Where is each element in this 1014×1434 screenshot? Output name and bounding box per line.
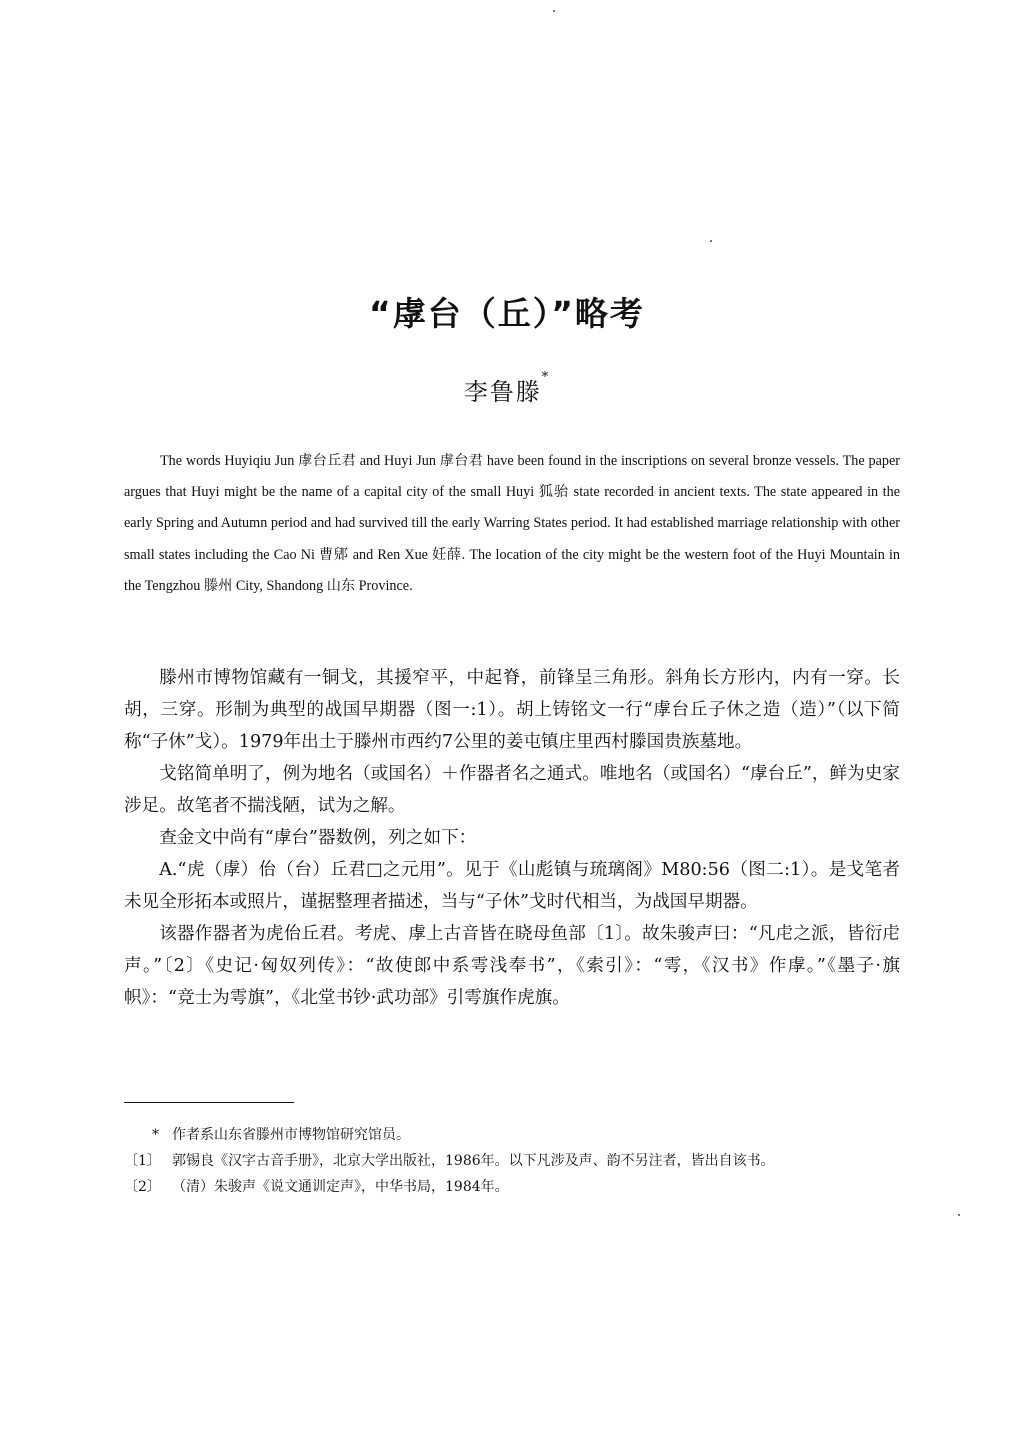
- footnote-divider: [124, 1102, 294, 1103]
- footnote-text: （清）朱骏声《说文通训定声》，中华书局，1984年。: [172, 1179, 509, 1195]
- body-paragraph: 该器作器者为虎佁丘君。考虎、虖上古音皆在晓母鱼部〔1〕。故朱骏声曰：“凡虍之派，皆衍虍声。”〔2〕《史记·匈奴列传》：“故使郎中系雩浅奉书”，《索引》：“雩，《汉书》作虖。”《墨子·旗帜》：“竞士为雩旗”，《北堂书钞·武功部》引雩旗作虎旗。: [124, 924, 900, 1008]
- footnote: [124, 1122, 900, 1148]
- author-note-mark: *: [541, 370, 551, 385]
- author-name: 李鲁滕: [463, 378, 542, 406]
- footnote-mark: 〔2〕: [124, 1179, 161, 1195]
- scan-speck: [958, 1214, 960, 1216]
- body-paragraph: 查金文中尚有“虖台”器数例，列之如下：: [159, 828, 477, 848]
- scan-speck: [553, 10, 555, 12]
- article-body: [124, 662, 900, 1014]
- body-paragraph: 滕州市博物馆藏有一铜戈，其援窄平，中起脊，前锋呈三角形。斜角长方形内，内有一穿。长胡，三穿。形制为典型的战国早期器（图一:1）。胡上铸铭文一行“虖台丘子休之造（造）”（以下简称“子休”戈）。1979年出土于滕州市西约7公里的姜屯镇庄里西村滕国贵族墓地。: [124, 668, 900, 752]
- body-paragraph: 戈铭简单明了，例为地名（或国名）＋作器者名之通式。唯地名（或国名）“虖台丘”，鲜为史家涉足。故笔者不揣浅陋，试为之解。: [124, 764, 900, 816]
- footnote-mark: 〔1〕: [124, 1153, 161, 1169]
- author: [0, 372, 1014, 407]
- footnote-text: 作者系山东省滕州市博物馆研究馆员。: [172, 1127, 410, 1143]
- footnote: [124, 1148, 900, 1174]
- footnote-text: 郭锡良《汉字古音手册》，北京大学出版社，1986年。以下凡涉及声、韵不另注者，皆出自该书。: [172, 1153, 775, 1169]
- body-paragraph: A.“虎（虖）佁（台）丘君□之元用”。见于《山彪镇与琉璃阁》M80:56（图二:1）。是戈笔者未见全形拓本或照片，谨据整理者描述，当与“子休”戈时代相当，为战国早期器。: [124, 860, 900, 912]
- page-title: “虖台（丘）”略考: [369, 294, 645, 333]
- footnotes: [124, 1122, 900, 1200]
- footnote-mark: *: [152, 1127, 159, 1143]
- english-abstract: The words Huyiqiu Jun 虖台丘君 and Huyi Jun 虖台君 have been found in the inscriptions on several bronze vessels. The paper argues that Huyi might be the name of a capital city of the small Huyi 狐骀 state recorded in ancient texts. The state appeared in the early Spring and Autumn period and had survived till the early Warring States period. It had established marriage relationship with other small states including the Cao Ni 曹郳 and Ren Xue 妊薛. The location of the city might be the western foot of the Huyi Mountain in the Tengzhou 滕州 City, Shandong 山东 Province.: [124, 453, 900, 594]
- scan-speck: [710, 240, 712, 242]
- footnote: [124, 1174, 900, 1200]
